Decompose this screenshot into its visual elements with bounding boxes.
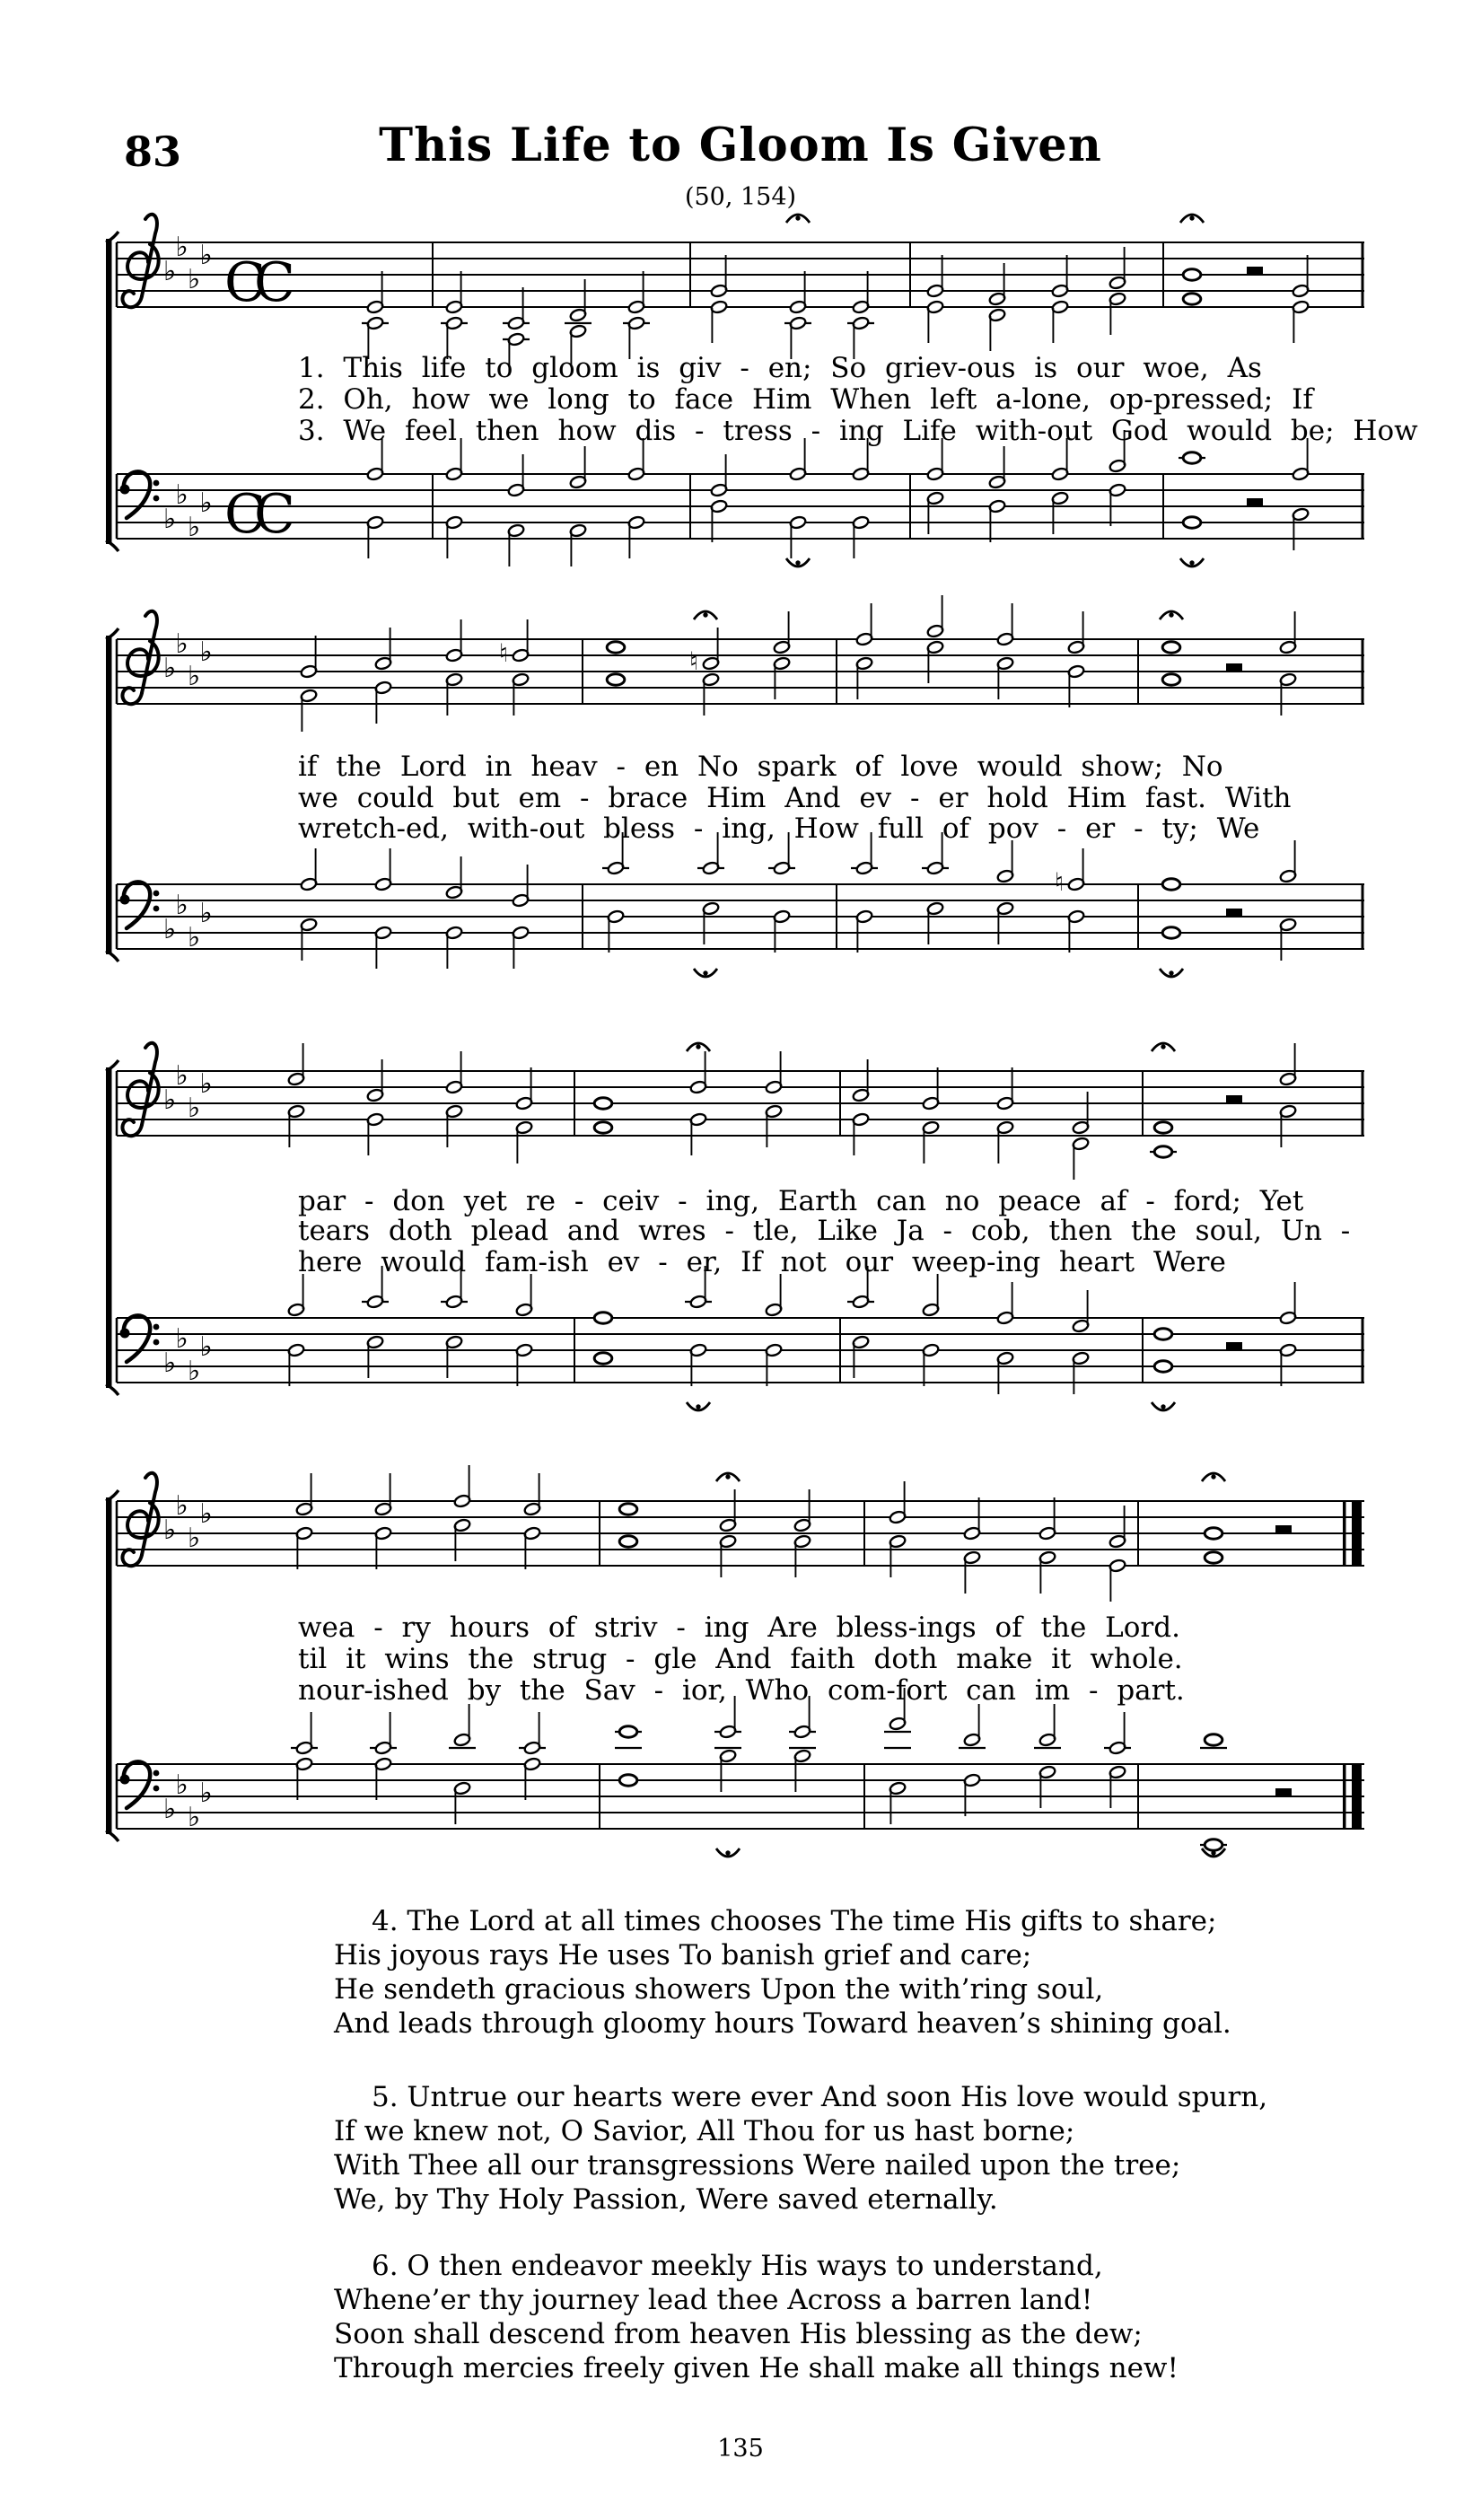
note-column bbox=[765, 1051, 783, 1147]
note-column bbox=[370, 1712, 397, 1800]
note-column bbox=[287, 1043, 305, 1147]
lyric-line: if the Lord in heav - en No spark of love would show; No bbox=[298, 751, 1223, 783]
note-column bbox=[852, 1059, 870, 1155]
treble-staff bbox=[110, 558, 1375, 776]
flat-sign: ♭ bbox=[188, 1093, 201, 1124]
note-column bbox=[374, 1473, 392, 1569]
note-column bbox=[847, 1266, 874, 1378]
note-column bbox=[922, 1274, 940, 1386]
flat-sign: ♭ bbox=[175, 628, 188, 660]
bass-staff bbox=[110, 1683, 1375, 1901]
flat-sign: ♭ bbox=[188, 661, 201, 692]
note-column bbox=[710, 255, 728, 343]
whole-note bbox=[594, 1098, 612, 1109]
note-column bbox=[926, 255, 944, 343]
note-column bbox=[765, 1274, 783, 1386]
note-column bbox=[374, 848, 392, 969]
note-column bbox=[789, 1696, 816, 1792]
flat-sign: ♭ bbox=[188, 1356, 201, 1387]
note-column bbox=[1162, 642, 1180, 685]
whole-note bbox=[1154, 1146, 1172, 1157]
note-column bbox=[996, 840, 1014, 944]
note-column bbox=[1109, 1506, 1126, 1602]
half-rest-icon bbox=[1275, 1525, 1292, 1533]
fermata-icon bbox=[786, 215, 810, 223]
whole-note bbox=[1205, 1734, 1222, 1745]
whole-note bbox=[1154, 1122, 1172, 1133]
half-rest-icon bbox=[1247, 267, 1263, 275]
lyric-line: par - don yet re - ceiv - ing, Earth can no peace af - ford; Yet bbox=[298, 1185, 1304, 1217]
flat-sign: ♭ bbox=[163, 256, 177, 287]
note-column bbox=[884, 1688, 911, 1824]
time-signature: C bbox=[224, 483, 266, 546]
note-column bbox=[1109, 430, 1126, 526]
whole-note bbox=[607, 642, 625, 653]
flat-sign: ♭ bbox=[188, 1802, 201, 1833]
hymn-title: This Life to Gloom Is Given bbox=[379, 119, 1102, 172]
note-column bbox=[300, 848, 318, 961]
note-column bbox=[988, 446, 1006, 542]
note-column bbox=[1067, 611, 1085, 707]
flat-sign: ♭ bbox=[163, 504, 177, 535]
note-column bbox=[441, 271, 468, 359]
lyric-line: nour-ished by the Sav - ior, Who com-fort can im - part. bbox=[298, 1674, 1185, 1707]
whole-note bbox=[1162, 642, 1180, 653]
note-column bbox=[768, 832, 795, 953]
flat-sign: ♭ bbox=[175, 1060, 188, 1092]
note-column bbox=[607, 642, 625, 685]
note-column bbox=[1051, 255, 1069, 343]
note-column bbox=[996, 1067, 1014, 1163]
verse-line: Through mercies freely given He shall make all things new! bbox=[334, 2352, 1179, 2384]
flat-sign: ♭ bbox=[199, 240, 213, 271]
half-rest-icon bbox=[1226, 1095, 1242, 1103]
time-signature: C bbox=[224, 251, 266, 314]
flat-sign: ♭ bbox=[199, 898, 213, 929]
bass-clef-icon bbox=[120, 1315, 160, 1362]
treble-clef-icon bbox=[122, 215, 158, 307]
whole-note bbox=[619, 1775, 637, 1786]
natural-sign: ♮ bbox=[689, 646, 699, 676]
whole-note bbox=[1154, 1329, 1172, 1339]
whole-note bbox=[619, 1504, 637, 1515]
flat-sign: ♭ bbox=[163, 1794, 177, 1825]
flat-sign: ♭ bbox=[163, 1348, 177, 1379]
treble-staff bbox=[110, 162, 1375, 379]
fermata-icon bbox=[694, 969, 717, 977]
note-column bbox=[1183, 269, 1201, 304]
natural-sign: ♮ bbox=[499, 638, 509, 668]
note-column bbox=[847, 271, 874, 359]
note-column bbox=[499, 619, 530, 716]
verse-line: 5. Untrue our hearts were ever And soon His love would spurn, bbox=[372, 2081, 1268, 2113]
note-column bbox=[507, 454, 525, 566]
whole-note bbox=[1154, 1361, 1172, 1372]
note-column bbox=[1051, 438, 1069, 534]
bass-clef-icon bbox=[120, 1761, 160, 1808]
lyric-line: here would fam-ish ev - er, If not our weep-ing heart Were bbox=[298, 1246, 1226, 1278]
whole-note bbox=[1162, 879, 1180, 890]
flat-sign: ♭ bbox=[175, 890, 188, 921]
verse-line: We, by Thy Holy Passion, Were saved eternally. bbox=[334, 2183, 998, 2216]
note-column bbox=[623, 271, 650, 359]
flat-sign: ♭ bbox=[175, 479, 188, 511]
fermata-icon bbox=[1202, 1473, 1225, 1481]
fermata-icon bbox=[694, 611, 717, 619]
note-column bbox=[789, 438, 807, 558]
lyric-line: til it wins the strug - gle And faith doth make it whole. bbox=[298, 1643, 1183, 1675]
note-column bbox=[615, 1726, 642, 1786]
flat-sign: ♭ bbox=[175, 1769, 188, 1801]
fermata-icon bbox=[687, 1043, 710, 1051]
half-rest-icon bbox=[1247, 498, 1263, 506]
whole-note bbox=[619, 1536, 637, 1547]
fermata-icon bbox=[1160, 611, 1183, 619]
note-column bbox=[889, 1481, 907, 1577]
treble-staff bbox=[110, 990, 1375, 1207]
half-rest-icon bbox=[1275, 1788, 1292, 1796]
flat-sign: ♭ bbox=[163, 914, 177, 945]
note-column bbox=[445, 619, 463, 716]
flat-sign: ♭ bbox=[199, 487, 213, 519]
note-column bbox=[685, 1266, 712, 1386]
note-column bbox=[291, 1712, 318, 1800]
note-column bbox=[287, 1274, 305, 1386]
flat-sign: ♭ bbox=[199, 1331, 213, 1363]
verse-line: Whene’er thy journey lead thee Across a barren land! bbox=[334, 2284, 1093, 2316]
flat-sign: ♭ bbox=[163, 1084, 177, 1116]
note-column bbox=[963, 1497, 981, 1594]
final-barline bbox=[1352, 1763, 1362, 1830]
verse-line: 6. O then endeavor meekly His ways to understand, bbox=[372, 2250, 1103, 2282]
verse-line: And leads through gloomy hours Toward heaven’s shining goal. bbox=[334, 2007, 1231, 2040]
verse-line: 4. The Lord at all times chooses The time His gifts to share; bbox=[372, 1905, 1217, 1937]
whole-note bbox=[1205, 1552, 1222, 1563]
flat-sign: ♭ bbox=[199, 1778, 213, 1809]
note-column bbox=[959, 1704, 986, 1816]
bass-staff bbox=[110, 803, 1375, 1021]
page-number: 135 bbox=[717, 2435, 764, 2463]
whole-note bbox=[1183, 294, 1201, 304]
whole-note bbox=[607, 674, 625, 685]
whole-note bbox=[1205, 1840, 1222, 1850]
note-column bbox=[1162, 879, 1180, 938]
note-column bbox=[1205, 1528, 1222, 1563]
fermata-icon bbox=[1160, 969, 1183, 977]
note-column bbox=[445, 438, 463, 558]
whole-note bbox=[1183, 269, 1201, 280]
lyric-line: 2. Oh, how we long to face Him When left a-lone, op-pressed; If bbox=[298, 383, 1313, 416]
note-column bbox=[1038, 1497, 1056, 1594]
note-column bbox=[1200, 1734, 1227, 1850]
final-barline bbox=[1343, 1500, 1346, 1567]
note-column bbox=[295, 1473, 313, 1569]
note-column bbox=[374, 628, 392, 724]
lyric-line: we could but em - brace Him And ev - er hold Him fast. With bbox=[298, 782, 1292, 814]
final-barline bbox=[1343, 1763, 1346, 1830]
flat-sign: ♭ bbox=[188, 1523, 201, 1554]
flat-sign: ♭ bbox=[188, 512, 201, 543]
fermata-icon bbox=[1152, 1402, 1175, 1410]
verse-line: With Thee all our transgressions Were nailed upon the tree; bbox=[334, 2149, 1181, 2182]
note-column bbox=[602, 832, 629, 953]
treble-clef-icon bbox=[122, 1043, 158, 1136]
note-column bbox=[852, 438, 870, 558]
note-column bbox=[1072, 1290, 1090, 1394]
whole-note bbox=[1162, 674, 1180, 685]
time-signature: C bbox=[254, 251, 295, 314]
note-column bbox=[441, 1266, 468, 1378]
flat-sign: ♭ bbox=[175, 232, 188, 263]
lyric-line: wea - ry hours of striv - ing Are bless-ings of the Lord. bbox=[298, 1611, 1180, 1644]
lyric-line: wretch-ed, with-out bless - ing, How full of pov - er - ty; We bbox=[298, 812, 1260, 845]
flat-sign: ♭ bbox=[163, 653, 177, 684]
note-column bbox=[523, 1473, 541, 1569]
note-column bbox=[445, 856, 463, 969]
hymn-meter-reference: (50, 154) bbox=[684, 183, 797, 211]
note-column bbox=[1292, 255, 1310, 343]
flat-sign: ♭ bbox=[199, 1498, 213, 1530]
bass-clef-icon bbox=[120, 471, 160, 518]
flat-sign: ♭ bbox=[188, 264, 201, 295]
note-column bbox=[619, 1504, 637, 1547]
note-column bbox=[996, 1282, 1014, 1394]
note-column bbox=[851, 832, 878, 953]
flat-sign: ♭ bbox=[199, 1068, 213, 1100]
note-column bbox=[714, 1696, 741, 1792]
note-column bbox=[362, 271, 389, 359]
note-column bbox=[697, 832, 724, 944]
whole-note bbox=[594, 1353, 612, 1364]
note-column bbox=[627, 438, 645, 558]
fermata-icon bbox=[1152, 1043, 1175, 1051]
note-column bbox=[926, 438, 944, 534]
verse-line: His joyous rays He uses To banish grief and care; bbox=[334, 1939, 1032, 1971]
treble-clef-icon bbox=[122, 611, 158, 704]
whole-note bbox=[1162, 927, 1180, 938]
note-column bbox=[366, 1059, 384, 1155]
note-column bbox=[1104, 1712, 1131, 1808]
note-column bbox=[1292, 438, 1310, 550]
half-rest-icon bbox=[1226, 663, 1242, 672]
note-column bbox=[922, 1067, 940, 1163]
note-column bbox=[445, 1051, 463, 1147]
note-column bbox=[1279, 611, 1297, 716]
whole-note bbox=[1183, 517, 1201, 528]
note-column bbox=[519, 1712, 546, 1800]
note-column bbox=[300, 636, 318, 732]
fermata-icon bbox=[687, 1402, 710, 1410]
final-barline bbox=[1352, 1500, 1362, 1567]
fermata-icon bbox=[1180, 215, 1204, 223]
note-column bbox=[1034, 1704, 1061, 1808]
whole-note bbox=[1183, 452, 1201, 463]
whole-note bbox=[619, 1726, 637, 1737]
note-column bbox=[1150, 1122, 1177, 1157]
flat-sign: ♭ bbox=[188, 922, 201, 953]
fermata-icon bbox=[716, 1848, 740, 1857]
lyric-line: tears doth plead and wres - tle, Like Ja - cob, then the soul, Un - bbox=[298, 1215, 1351, 1247]
verse-line: Soon shall descend from heaven His blessing as the dew; bbox=[334, 2318, 1143, 2350]
note-column bbox=[922, 832, 949, 944]
note-column bbox=[855, 603, 873, 699]
lyric-line: 1. This life to gloom is giv - en; So griev-ous is our woe, As bbox=[298, 352, 1262, 384]
verse-line: He sendeth gracious showers Upon the with’ring soul, bbox=[334, 1973, 1104, 2006]
treble-staff bbox=[110, 1420, 1375, 1638]
note-column bbox=[594, 1313, 612, 1364]
half-rest-icon bbox=[1226, 909, 1242, 917]
note-column bbox=[784, 271, 811, 359]
verse-line: If we knew not, O Savior, All Thou for us hast borne; bbox=[334, 2115, 1075, 2147]
note-column bbox=[1279, 1043, 1297, 1147]
lyric-line: 3. We feel then how dis - tress - ing Life with-out God would be; How bbox=[298, 415, 1418, 447]
note-column bbox=[515, 1067, 533, 1163]
note-column bbox=[996, 603, 1014, 699]
natural-sign: ♮ bbox=[1055, 867, 1065, 897]
flat-sign: ♭ bbox=[163, 1515, 177, 1546]
treble-clef-icon bbox=[122, 1473, 158, 1566]
whole-note bbox=[1205, 1528, 1222, 1539]
half-rest-icon bbox=[1226, 1342, 1242, 1350]
note-column bbox=[710, 454, 728, 542]
whole-note bbox=[594, 1122, 612, 1133]
fermata-icon bbox=[716, 1473, 740, 1481]
flat-sign: ♭ bbox=[199, 637, 213, 668]
note-column bbox=[453, 1465, 471, 1561]
bass-clef-icon bbox=[120, 882, 160, 928]
time-signature: C bbox=[254, 483, 295, 546]
hymn-number: 83 bbox=[124, 127, 182, 176]
note-column bbox=[366, 438, 384, 558]
flat-sign: ♭ bbox=[175, 1323, 188, 1355]
flat-sign: ♭ bbox=[175, 1490, 188, 1522]
note-column bbox=[362, 1266, 389, 1378]
note-column bbox=[594, 1098, 612, 1133]
whole-note bbox=[594, 1313, 612, 1323]
note-column bbox=[515, 1274, 533, 1386]
